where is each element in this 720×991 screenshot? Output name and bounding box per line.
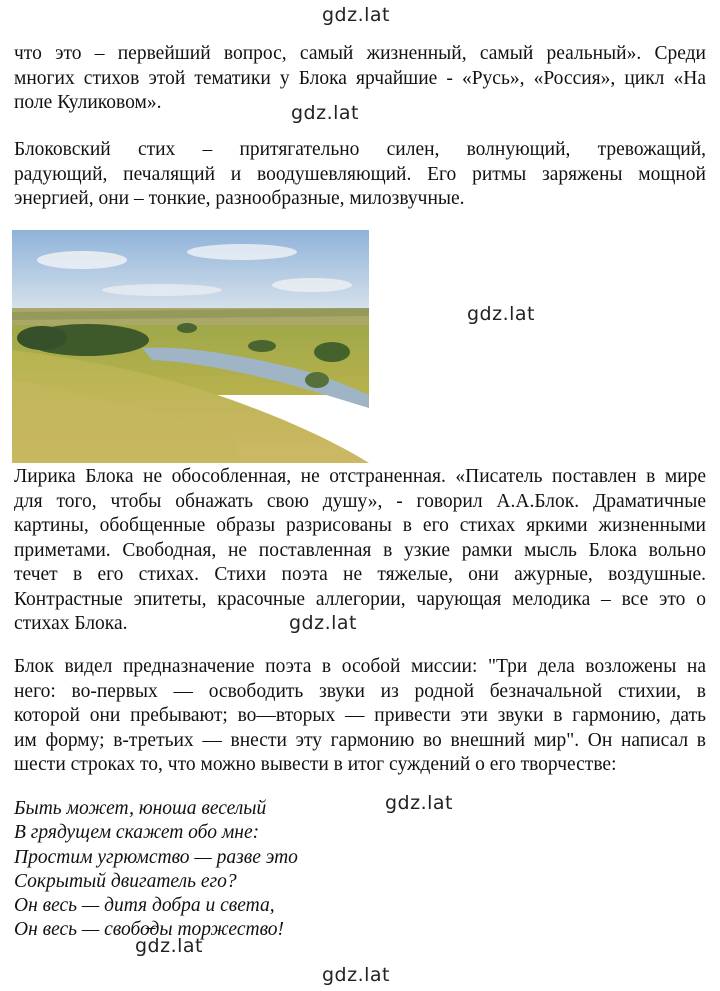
poem-line: Сокрытый двигатель его? (14, 870, 237, 892)
watermark: gdz.lat (322, 964, 391, 986)
text-line: поле Куликовом». (14, 92, 162, 113)
text-line: Блоковский стих – притягательно силен, волнующий, тревожащий, (14, 139, 706, 160)
text-line: энергией, они – тонкие, разнообразные, милозвучные. (14, 188, 465, 209)
poem-line: Быть может, юноша веселый (14, 798, 267, 819)
watermark: gdz.lat (135, 935, 204, 957)
paragraph (14, 138, 706, 212)
text-line: течет в его стихах. Стихи поэта не тяжелые, они ажурные, воздушные. (14, 564, 706, 585)
poem-line: Он весь — свобо̶ды торжество! (14, 919, 285, 941)
watermark: gdz.lat (289, 612, 358, 634)
paragraph (14, 465, 706, 637)
text-line: картины, обобщенные образы разрисованы в его стихах яркими жизненными (14, 515, 706, 536)
poem-line: Он весь — дитя добра и света, (14, 895, 275, 917)
landscape-photo (12, 230, 369, 463)
text-line: Блок видел предназначение поэта в особой миссии: "Три дела возложены на (14, 656, 706, 677)
watermark: gdz.lat (291, 102, 360, 124)
text-line: им форму; в-третьих — внести эту гармонию во внешний мир". Он написал в (14, 729, 706, 751)
paragraph (14, 42, 706, 116)
text-line: радующий, печалящий и воодушевляющий. Его ритмы заряжены мощной (14, 163, 706, 185)
text-line: для того, чтобы обнажать свою душу», - говорил А.А.Блок. Драматичные (14, 490, 706, 512)
poem-line: В грядущем скажет обо мне: (14, 822, 260, 844)
text-line: стихах Блока. (14, 613, 128, 634)
watermark: gdz.lat (385, 792, 454, 814)
text-line: приметами. Свободная, не поставленная в узкие рамки мысль Блока вольно (14, 539, 706, 561)
text-line: многих стихов этой тематики у Блока ярчайшие - «Русь», «Россия», цикл «На (14, 67, 706, 89)
watermark: gdz.lat (322, 4, 391, 26)
text-line: шести строках то, что можно вывести в итог суждений о его творчестве: (14, 754, 617, 775)
watermark: gdz.lat (467, 303, 536, 325)
text-line: Лирика Блока не обособленная, не отстраненная. «Писатель поставлен в мире (14, 466, 706, 487)
poem (14, 797, 298, 943)
paragraph (14, 655, 706, 778)
text-line: него: во-первых — освободить звуки из родной безначальной стихии, в (14, 680, 706, 702)
text-line: Контрастные эпитеты, красочные аллегории, чарующая мелодика – все это о (14, 588, 706, 610)
poem-line: Простим угрюмство — разве это (14, 846, 298, 868)
text-line: что это – первейший вопрос, самый жизненный, самый реальный». Среди (14, 43, 706, 64)
text-line: которой они пребывают; во—вторых — привести эти звуки в гармонию, дать (14, 705, 706, 726)
